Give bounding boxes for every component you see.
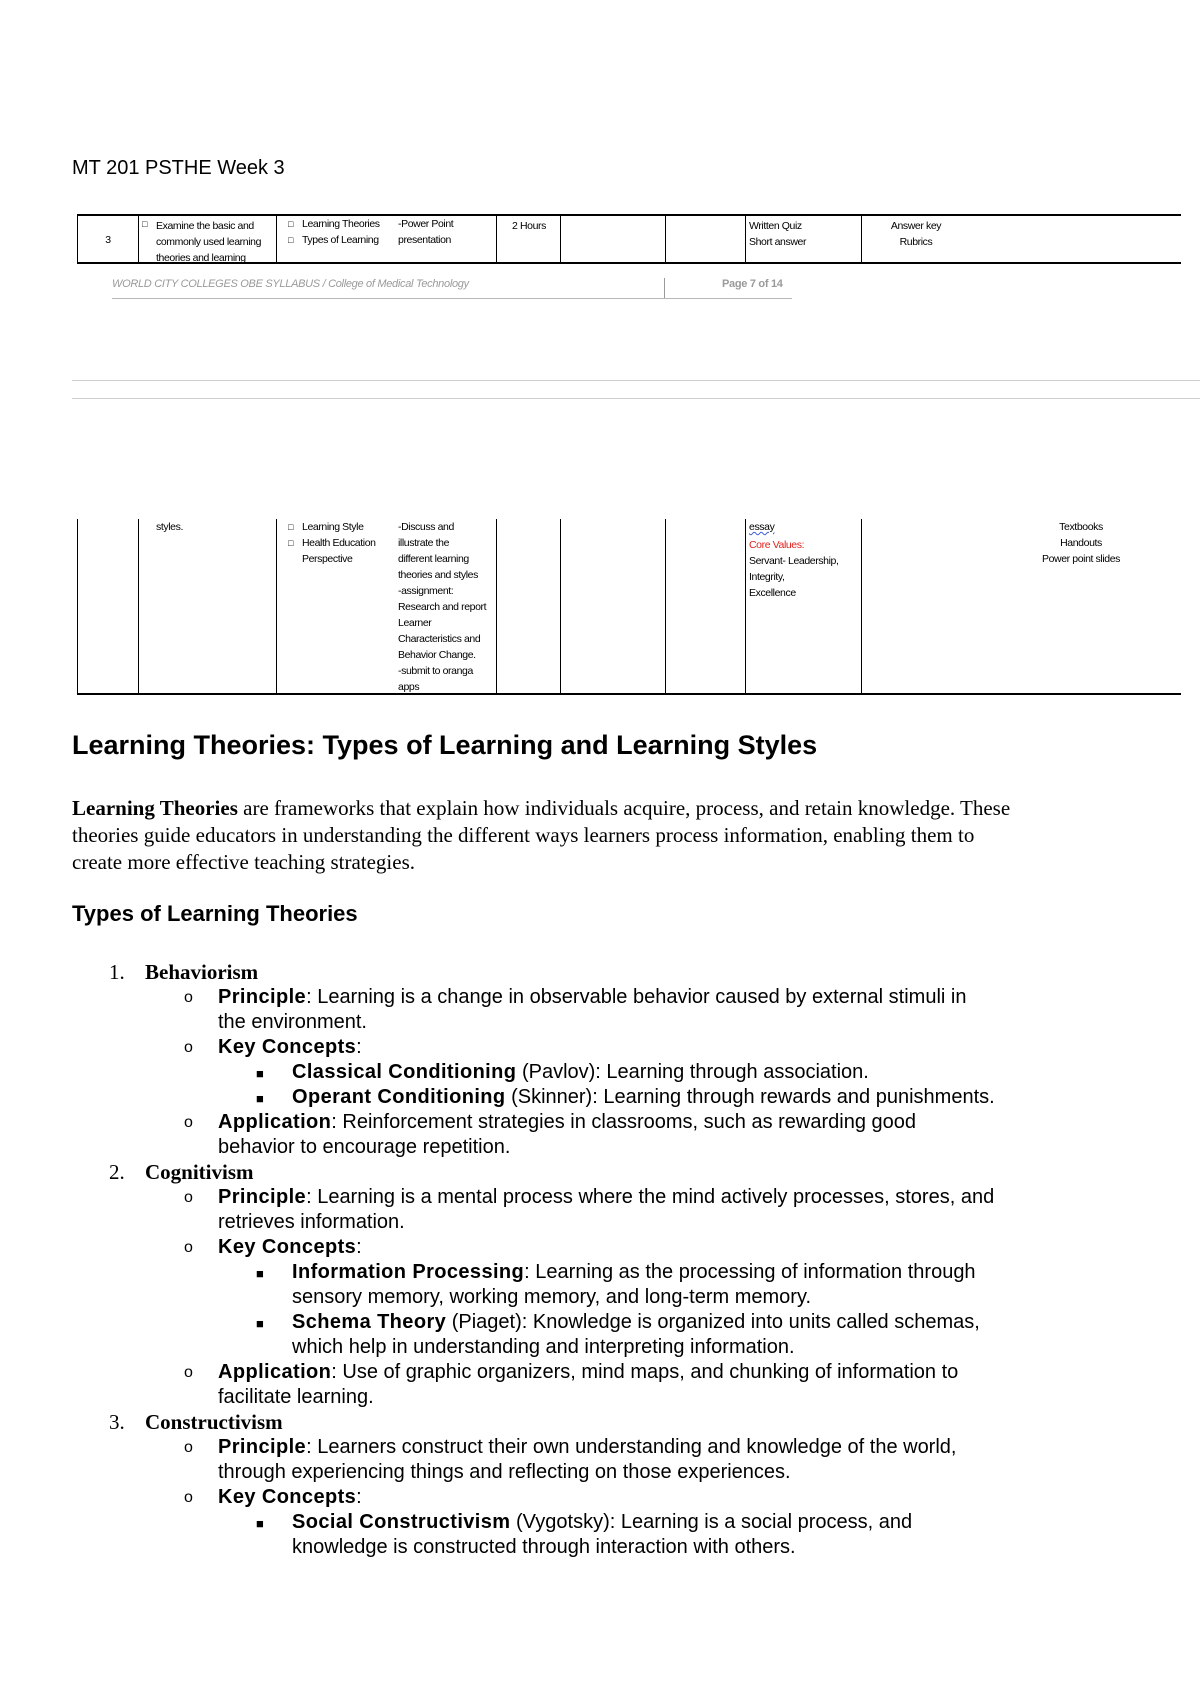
theory-item xyxy=(0,960,1100,1160)
page-break-line xyxy=(72,380,1200,381)
intro-term: Learning Theories xyxy=(72,796,238,820)
page-footer xyxy=(112,278,792,299)
topic-activity-cell xyxy=(276,519,497,693)
activity-line: -submit to oranga xyxy=(398,665,473,677)
outcome-line: styles. xyxy=(156,521,183,533)
principle-item: o Principle: Learners construct their own understanding and knowledge of the world, through experiencing things and reflecting on those experiences. xyxy=(184,1436,957,1483)
topic-activity-cell xyxy=(276,216,497,262)
principle-item: o Principle: Learning is a mental process where the mind actively processes, stores, and retrieves information. xyxy=(184,1186,995,1233)
application-item: o Application: Use of graphic organizers, mind maps, and chunking of information to facilitate learning. xyxy=(184,1361,959,1408)
concept-item: ■ Social Constructivism (Vygotsky): Learning is a social process, and knowledge is constructed through interaction with others. xyxy=(256,1511,913,1558)
square-bullet-icon: ■ xyxy=(256,1316,264,1331)
footer-institution: WORLD CITY COLLEGES OBE SYLLABUS / College of Medical Technology xyxy=(112,278,469,290)
key-concepts-item: o Key Concepts: xyxy=(184,1486,362,1508)
concept-item: ■ Classical Conditioning (Pavlov): Learning through association. xyxy=(0,1060,1012,1085)
outcome-line: theories and learning xyxy=(156,252,246,264)
main-title: Learning Theories: Types of Learning and Learning Styles xyxy=(72,730,818,760)
theory-list xyxy=(0,960,1100,1560)
empty-cell xyxy=(665,519,746,693)
application-item: o Application: Reinforcement strategies in classrooms, such as rewarding good behavior to encourage repetition. xyxy=(184,1111,917,1158)
activity-line: -assignment: xyxy=(398,585,454,597)
empty-cell xyxy=(665,216,746,262)
topic-item-cont: Perspective xyxy=(302,553,353,565)
theory-number: 3. xyxy=(109,1410,125,1434)
week-cell xyxy=(78,519,139,693)
activity-line: apps xyxy=(398,681,420,693)
assessment-line: Written Quiz xyxy=(749,220,802,232)
activity-line: -Discuss and xyxy=(398,521,454,533)
principle-item: o Principle: Learning is a change in observable behavior caused by external stimuli in the environment. xyxy=(184,986,967,1033)
assessment-line: essay xyxy=(749,521,775,533)
footer-divider xyxy=(664,278,665,298)
core-values-label: Core Values: xyxy=(749,539,805,551)
topic-item: □ Health Education xyxy=(284,535,380,551)
square-bullet-icon: ■ xyxy=(256,1266,264,1281)
activity-line: Characteristics and xyxy=(398,633,481,645)
concept-item: ■ Operant Conditioning (Skinner): Learning through rewards and punishments. xyxy=(0,1085,1012,1110)
circle-bullet-icon: o xyxy=(184,1489,193,1506)
activity-line: illustrate the xyxy=(398,537,450,549)
activity-line: -Power Point xyxy=(398,218,454,230)
theory-name: Cognitivism xyxy=(145,1160,254,1184)
concept-item: ■ Schema Theory (Piaget): Knowledge is organized into units called schemas, which help in understanding and interpreting information. xyxy=(256,1311,980,1358)
week-cell xyxy=(78,216,139,262)
theory-item xyxy=(0,1410,1100,1560)
outcome-cell xyxy=(138,519,277,693)
week-number: 3 xyxy=(105,234,111,246)
core-value: Excellence xyxy=(749,587,796,599)
topic-item: □ Types of Learning xyxy=(284,232,380,248)
circle-bullet-icon: o xyxy=(184,1364,193,1381)
square-bullet-icon: ■ xyxy=(256,1066,264,1081)
activity-line: Learner xyxy=(398,617,432,629)
time-cell xyxy=(496,519,561,693)
theory-item xyxy=(0,1160,1100,1410)
resource-line: Handouts xyxy=(1060,537,1102,549)
footer-page-number: Page 7 of 14 xyxy=(722,278,783,290)
document-header: MT 201 PSTHE Week 3 xyxy=(72,157,285,179)
topic-item: □ Learning Theories xyxy=(284,216,380,232)
outcome-cell xyxy=(138,216,277,262)
activity-line: presentation xyxy=(398,234,451,246)
resources-cell xyxy=(861,519,1181,693)
theory-number: 2. xyxy=(109,1160,125,1184)
resource-line: Power point slides xyxy=(1041,553,1120,565)
concept-item: ■ Information Processing: Learning as the processing of information through sensory memory, working memory, and long-term memory. xyxy=(256,1261,976,1308)
circle-bullet-icon: o xyxy=(184,1239,193,1256)
syllabus-table-top xyxy=(77,214,1181,264)
assessment-line: Short answer xyxy=(749,236,807,248)
activity-line: Behavior Change. xyxy=(398,649,476,661)
resources-cell xyxy=(861,216,1181,262)
theory-name: Behaviorism xyxy=(145,960,259,984)
square-bullet-icon: ■ xyxy=(256,1516,264,1531)
circle-bullet-icon: o xyxy=(184,1039,193,1056)
theory-number: 1. xyxy=(109,960,125,984)
section-heading: Types of Learning Theories xyxy=(72,901,358,926)
assessment-cell xyxy=(745,519,862,693)
circle-bullet-icon: o xyxy=(184,989,193,1006)
intro-text: are frameworks that explain how individuals acquire, process, and retain knowledge. These theories guide educators in understanding the different ways learners process information, enabling them to create more effective teaching strategies. xyxy=(72,796,1011,874)
activity-line: Research and report xyxy=(398,601,487,613)
circle-bullet-icon: o xyxy=(184,1114,193,1131)
empty-cell xyxy=(560,519,666,693)
circle-bullet-icon: o xyxy=(184,1439,193,1456)
intro-paragraph xyxy=(72,795,1012,876)
resource-line: Answer key xyxy=(890,220,942,232)
core-value: Integrity, xyxy=(749,571,785,583)
outcome-line: □ Examine the basic and xyxy=(156,220,254,232)
topic-item: □ Learning Style xyxy=(284,519,380,535)
core-value: Servant- Leadership, xyxy=(749,555,839,567)
assessment-cell xyxy=(745,216,862,262)
activity-line: theories and styles xyxy=(398,569,478,581)
time-text: 2 Hours xyxy=(512,220,546,232)
key-concepts-item: o Key Concepts: xyxy=(184,1236,362,1258)
square-bullet-icon: ■ xyxy=(256,1091,264,1106)
resource-line: Rubrics xyxy=(899,236,933,248)
page-break-line xyxy=(72,398,1200,399)
activity-line: different learning xyxy=(398,553,469,565)
syllabus-table-bottom xyxy=(77,519,1181,695)
time-cell xyxy=(496,216,561,262)
circle-bullet-icon: o xyxy=(184,1189,193,1206)
empty-cell xyxy=(560,216,666,262)
outcome-line: commonly used learning xyxy=(156,236,262,248)
key-concepts-item: o Key Concepts: xyxy=(184,1036,362,1058)
theory-name: Constructivism xyxy=(145,1410,283,1434)
resource-line: Textbooks xyxy=(1059,521,1103,533)
